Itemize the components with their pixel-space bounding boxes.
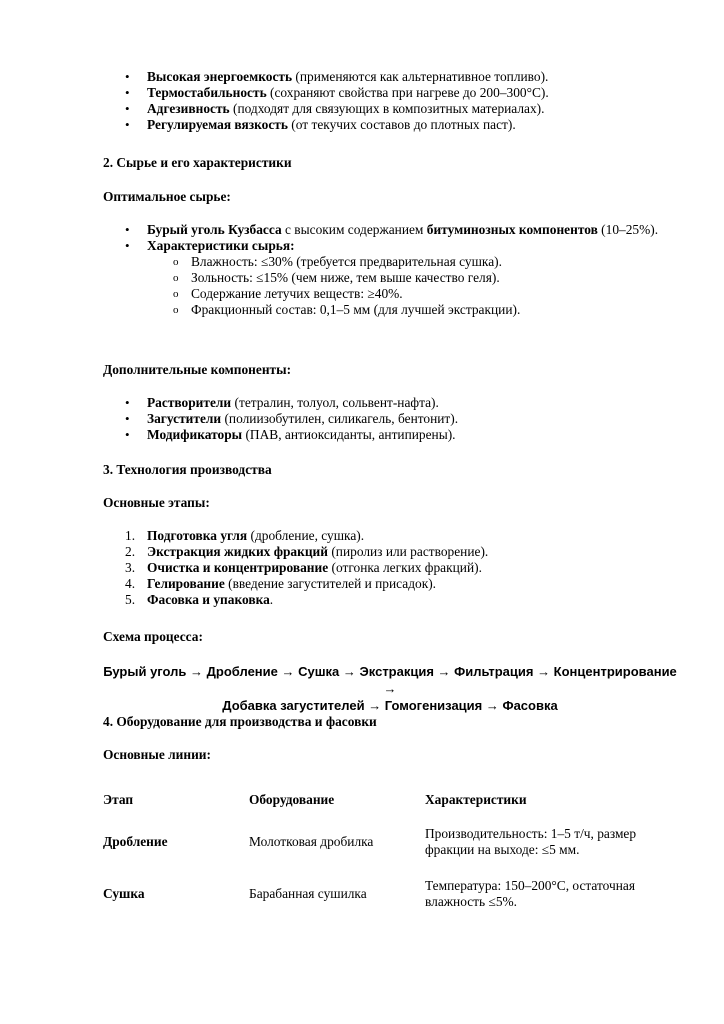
list-item: • Загустители (полиизобутилен, силикагель, бентонит). <box>125 411 459 426</box>
table-header: Характеристики <box>425 792 527 807</box>
circle-bullet-icon: o <box>173 256 179 268</box>
list-item: o Содержание летучих веществ: ≥40%. <box>173 286 403 301</box>
process-schema-title: Схема процесса: <box>103 629 203 644</box>
bullet-icon: • <box>125 85 130 100</box>
equipment-table <box>103 784 685 920</box>
list-item: • Термостабильность (сохраняют свойства при нагреве до 200–300°C). <box>125 85 549 100</box>
bullet-icon: • <box>125 395 130 410</box>
list-item: • Высокая энергоемкость (применяются как альтернативное топливо). <box>125 69 549 84</box>
table-cell: Молотковая дробилка <box>249 834 374 849</box>
section-4-title: 4. Оборудование для производства и фасовки <box>103 714 377 729</box>
process-schema <box>100 663 680 714</box>
list-item: • Характеристики сырья: o Влажность: ≤30% (требуется предварительная сушка). o Зольность: ≤15% (чем ниже, тем выше качество геля). o Содержание летучих веществ: ≥40%. o Фракционный состав: 0,1–5 мм (для лучшей экстракции). <box>147 238 682 318</box>
section-3-title: 3. Технология производства <box>103 462 272 477</box>
table-row <box>103 816 685 868</box>
list-item: o Влажность: ≤30% (требуется предварительная сушка). <box>173 254 502 269</box>
process-schema-line: Добавка загустителей → Гомогенизация → Фасовка <box>222 698 558 713</box>
additional-components-list <box>125 395 682 443</box>
list-item: • Растворители (тетралин, толуол, сольвент-нафта). <box>125 395 439 410</box>
circle-bullet-icon: o <box>173 272 179 284</box>
list-item: 3. Очистка и концентрирование (отгонка легких фракций). <box>125 560 482 575</box>
list-item: 4. Гелирование (введение загустителей и присадок). <box>125 576 437 591</box>
properties-list <box>125 69 687 133</box>
table-header: Этап <box>103 792 134 807</box>
additional-components-title: Дополнительные компоненты: <box>103 362 292 377</box>
list-item: • Бурый уголь Кузбасса с высоким содержанием битуминозных компонентов (10–25%). <box>125 222 659 237</box>
list-item: • Регулируемая вязкость (от текучих составов до плотных паст). <box>125 117 516 132</box>
process-schema-line: Бурый уголь → Дробление → Сушка → Экстракция → Фильтрация → Концентрирование → <box>103 664 677 696</box>
stages-list <box>125 528 682 608</box>
table-cell: Дробление <box>103 834 168 849</box>
list-item: 1. Подготовка угля (дробление, сушка). <box>125 528 365 543</box>
bullet-icon: • <box>125 101 130 116</box>
table-row <box>103 868 685 920</box>
bullet-icon: • <box>125 222 130 237</box>
list-item: • Модификаторы (ПАВ, антиоксиданты, антипирены). <box>125 427 456 442</box>
table-cell: Сушка <box>103 886 145 901</box>
raw-material-list <box>125 222 682 318</box>
bullet-icon: • <box>125 427 130 442</box>
raw-characteristics-list <box>147 254 682 318</box>
optimal-raw-title: Оптимальное сырье: <box>103 189 231 204</box>
table-header: Оборудование <box>249 792 335 807</box>
list-item: o Зольность: ≤15% (чем ниже, тем выше качество геля). <box>173 270 500 285</box>
bullet-icon: • <box>125 238 130 253</box>
bullet-icon: • <box>125 117 130 132</box>
list-item: • Адгезивность (подходят для связующих в композитных материалах). <box>125 101 545 116</box>
list-item: 2. Экстракция жидких фракций (пиролиз или растворение). <box>125 544 489 559</box>
circle-bullet-icon: o <box>173 304 179 316</box>
list-item: 5. Фасовка и упаковка. <box>125 592 274 607</box>
table-cell: Температура: 150–200°C, остаточная влажность ≤5%. <box>425 878 636 909</box>
list-item: o Фракционный состав: 0,1–5 мм (для лучшей экстракции). <box>173 302 521 317</box>
main-stages-title: Основные этапы: <box>103 495 210 510</box>
main-lines-title: Основные линии: <box>103 747 211 762</box>
bullet-icon: • <box>125 411 130 426</box>
table-cell: Производительность: 1–5 т/ч, размер фракции на выходе: ≤5 мм. <box>425 826 637 857</box>
bullet-icon: • <box>125 69 130 84</box>
table-cell: Барабанная сушилка <box>249 886 367 901</box>
table-header-row <box>103 784 685 816</box>
section-2-title: 2. Сырье и его характеристики <box>103 155 292 170</box>
circle-bullet-icon: o <box>173 288 179 300</box>
